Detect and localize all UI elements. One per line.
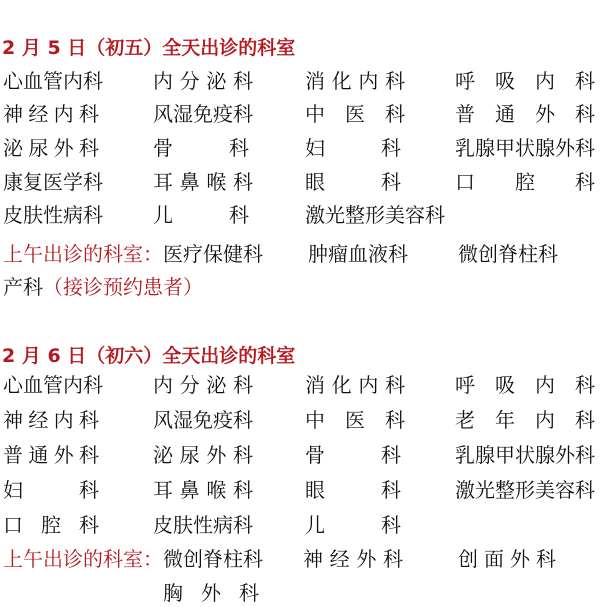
day1-morning-row [0, 240, 600, 268]
day2-department: 消 化 内 科 [305, 373, 405, 397]
day1-department: 儿 科 [153, 203, 249, 227]
day2-morning-extra-row [0, 579, 600, 607]
day1-department: 中 医 科 [305, 102, 405, 126]
day1-row [0, 168, 600, 196]
day2-morning-dept-3: 创 面 外 科 [458, 547, 556, 571]
day2-department: 呼 吸 内 科 [455, 373, 595, 397]
day1-morning-dept-2: 肿瘤血液科 [308, 242, 408, 266]
day1-department: 口 腔 科 [455, 170, 595, 194]
day1-morning-dept-3: 微创脊柱科 [458, 242, 558, 266]
day1-department: 呼 吸 内 科 [455, 69, 595, 93]
day1-row [0, 100, 600, 128]
day1-department: 耳 鼻 喉 科 [153, 170, 253, 194]
day2-department: 泌 尿 外 科 [153, 443, 253, 467]
day2-morning-dept-2: 神 经 外 科 [303, 547, 403, 571]
day2-row [0, 406, 600, 434]
day2-heading: 2 月 6 日（初六）全天出诊的科室 [2, 345, 296, 367]
day2-row [0, 371, 600, 399]
day1-department: 皮 肤 性 病 科 [3, 203, 103, 227]
day1-department: 内 分 泌 科 [153, 69, 253, 93]
day2-morning-dept-1: 微创脊柱科 [163, 547, 263, 571]
day2-department: 内 分 泌 科 [153, 373, 253, 397]
day2-department: 普 通 外 科 [3, 443, 99, 467]
day2-row [0, 476, 600, 504]
day2-department: 神 经 内 科 [3, 408, 99, 432]
day2-department: 老 年 内 科 [455, 408, 595, 432]
day1-department: 骨 科 [153, 136, 249, 160]
day2-department: 妇 科 [3, 478, 99, 502]
day2-department: 心 血 管 内 科 [3, 373, 103, 397]
day1-department: 风 湿 免 疫 科 [153, 102, 253, 126]
day2-department: 乳腺甲状腺外科 [455, 443, 595, 467]
day1-department: 康 复 医 学 科 [3, 170, 103, 194]
day2-morning-label: 上午出诊的科室： [3, 547, 163, 571]
day1-department: 心 血 管 内 科 [3, 69, 103, 93]
day1-department: 神 经 内 科 [3, 102, 99, 126]
day2-row [0, 511, 600, 539]
day1-department: 消 化 内 科 [305, 69, 405, 93]
day2-department: 耳 鼻 喉 科 [153, 478, 253, 502]
day2-department: 口 腔 科 [3, 513, 99, 537]
day1-row [0, 201, 600, 229]
day1-extra-note: （接诊预约患者） [43, 275, 203, 299]
day1-extra-dept: 产科 [3, 275, 43, 299]
day2-morning-row [0, 545, 600, 573]
day2-department: 儿 科 [305, 513, 401, 537]
day2-morning-dept-4: 胸 外 科 [163, 581, 259, 605]
day1-department: 泌 尿 外 科 [3, 136, 99, 160]
day1-morning-dept-1: 医疗保健科 [163, 242, 263, 266]
day1-morning-label: 上午出诊的科室： [3, 242, 163, 266]
day1-department: 乳腺甲状腺外科 [455, 136, 595, 160]
day1-extra-row [3, 273, 203, 301]
day1-department: 激光整形美容科 [305, 203, 445, 227]
day2-department: 骨 科 [305, 443, 401, 467]
day2-department: 激光整形美容科 [455, 478, 595, 502]
day1-row [0, 67, 600, 95]
day1-department: 眼 科 [305, 170, 401, 194]
day1-department: 普 通 外 科 [455, 102, 595, 126]
day2-department: 皮 肤 性 病 科 [153, 513, 253, 537]
day2-row [0, 441, 600, 469]
day2-department: 眼 科 [305, 478, 401, 502]
day1-row [0, 134, 600, 162]
day2-department: 风 湿 免 疫 科 [153, 408, 253, 432]
day1-heading: 2 月 5 日（初五）全天出诊的科室 [2, 37, 296, 59]
day1-department: 妇 科 [305, 136, 401, 160]
day2-department: 中 医 科 [305, 408, 405, 432]
